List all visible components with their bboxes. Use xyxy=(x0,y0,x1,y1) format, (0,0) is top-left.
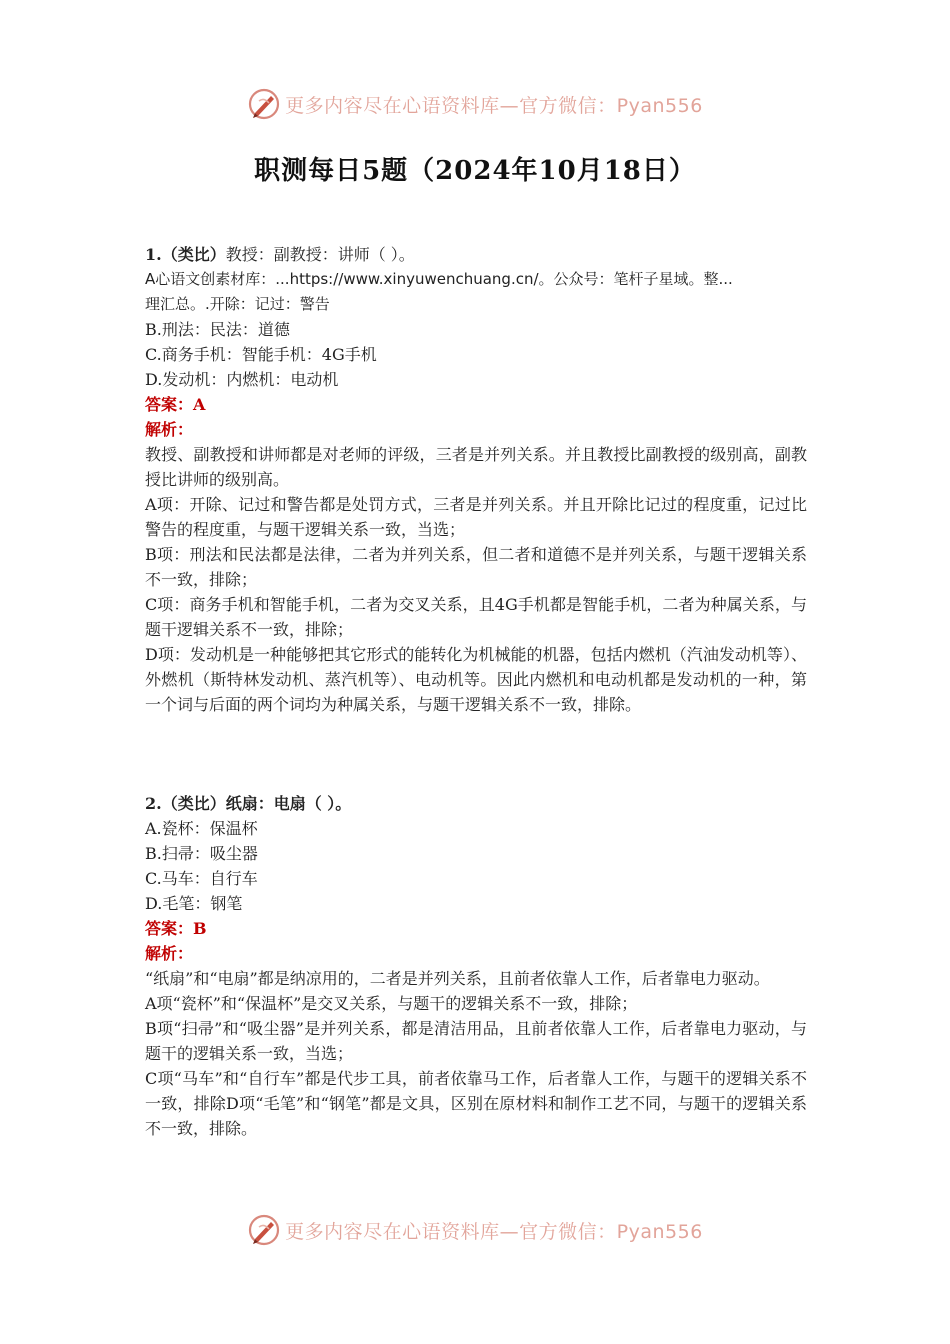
option-d: D.毛笔：钢笔 xyxy=(145,894,243,913)
question-1-tag: （类比） xyxy=(161,245,226,264)
analysis-1-para: B项：刑法和民法都是法律，二者为并列关系，但二者和道德不是并列关系，与题干逻辑关系不一致，排除； xyxy=(145,545,807,589)
analysis-2-para: B项“扫帚”和“吸尘器”是并列关系，都是清洁用品，且前者依靠人工作，后者靠电力驱动，与题干的逻辑关系一致，当选； xyxy=(145,1019,807,1063)
option-a-line2: 理汇总。.开除：记过：警告 xyxy=(145,295,330,313)
analysis-1-para: A项：开除、记过和警告都是处罚方式，三者是并列关系。并且开除比记过的程度重，记过比警告的程度重，与题干逻辑关系一致，当选； xyxy=(145,495,807,539)
analysis-1-para: 教授、副教授和讲师都是对老师的评级，三者是并列关系。并且教授比副教授的级别高，副教授比讲师的级别高。 xyxy=(145,445,807,489)
analysis-1-para: C项：商务手机和智能手机，二者为交叉关系，且4G手机都是智能手机，二者为种属关系，与题干逻辑关系不一致，排除； xyxy=(145,595,807,639)
analysis-2-para: C项“马车”和“自行车”都是代步工具，前者依靠马工作，后者靠人工作，与题干的逻辑关系不一致，排除D项“毛笔”和“钢笔”都是文具，区别在原材料和制作工艺不同，与题干的逻辑关系不一致，排除。 xyxy=(145,1069,807,1138)
option-b: B.刑法：民法：道德 xyxy=(145,320,290,339)
header-watermark-banner xyxy=(0,84,950,124)
option-b: B.扫帚：吸尘器 xyxy=(145,844,258,863)
analysis-1-label: 解析： xyxy=(145,420,194,439)
question-1-text: 教授：副教授：讲师（ ）。 xyxy=(225,245,415,264)
option-c: C.马车：自行车 xyxy=(145,869,258,888)
option-a: A.瓷杯：保温杯 xyxy=(145,819,258,838)
analysis-2-para: A项“瓷杯”和“保温杯”是交叉关系，与题干的逻辑关系不一致，排除； xyxy=(145,994,638,1013)
answer-2: 答案：B xyxy=(145,919,207,938)
pen-logo-icon xyxy=(247,87,281,121)
footer-watermark-banner xyxy=(0,1210,950,1250)
banner-text: 更多内容尽在心语资料库—官方微信：Pyan556 xyxy=(285,94,703,117)
analysis-1-para: D项：发动机是一种能够把其它形式的能转化为机械能的机器，包括内燃机（汽油发动机等）、外燃机（斯特林发动机、蒸汽机等）、电动机等。因此内燃机和电动机都是发动机的一种，第一个词与后面的两个词均为种属关系，与题干逻辑关系不一致，排除。 xyxy=(145,645,807,714)
analysis-2-para: “纸扇”和“电扇”都是纳凉用的，二者是并列关系，且前者依靠人工作，后者靠电力驱动。 xyxy=(145,969,770,988)
option-c: C.商务手机：智能手机：4G手机 xyxy=(145,345,377,364)
question-1-stem xyxy=(145,242,807,267)
option-d: D.发动机：内燃机：电动机 xyxy=(145,370,339,389)
page-title: 职测每日5题（2024年10月18日） xyxy=(254,156,696,186)
question-1 xyxy=(145,242,807,717)
question-2-stem: 2.（类比）纸扇：电扇（ ）。 xyxy=(145,794,352,813)
banner-text: 更多内容尽在心语资料库—官方微信：Pyan556 xyxy=(285,1220,703,1243)
answer-1: 答案：A xyxy=(145,395,206,414)
option-a-line1: A心语文创素材库：...https://www.xinyuwenchuang.cn/。公众号：笔杆子星域。整... xyxy=(145,270,733,288)
pen-logo-icon xyxy=(247,1213,281,1247)
question-2 xyxy=(145,791,807,1141)
analysis-2-label: 解析： xyxy=(145,944,194,963)
question-1-number: 1. xyxy=(145,245,162,264)
